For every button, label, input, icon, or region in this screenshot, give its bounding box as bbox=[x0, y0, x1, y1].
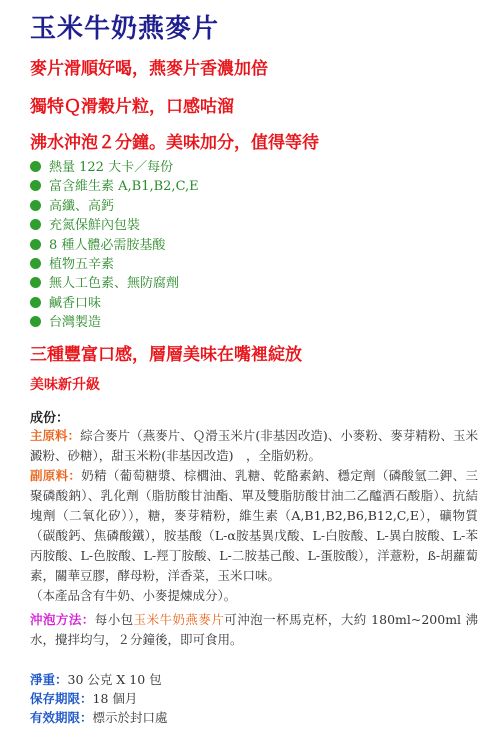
expiry-date-label: 有效期限： bbox=[30, 710, 93, 725]
feature-item: 充氮保鮮內包裝 bbox=[30, 216, 199, 235]
bullet-dot-icon bbox=[30, 277, 41, 288]
method-text: 可沖泡一杯馬克杯，大約 180ml~200ml 沸水，攪拌均勻，２分鐘後，即可食用。 bbox=[30, 612, 478, 647]
headline-three-textures: 三種豐富口感，層層美味在嘴裡綻放 bbox=[30, 345, 302, 365]
main-ingredients-label: 主原料： bbox=[30, 428, 81, 443]
shelf-life-value: 18 個月 bbox=[92, 691, 138, 706]
main-ingredients bbox=[30, 426, 478, 466]
feature-item: 鹹香口味 bbox=[30, 294, 199, 313]
method-product-name: 玉米牛奶燕麥片 bbox=[133, 612, 225, 627]
bullet-dot-icon bbox=[30, 239, 41, 250]
expiry-date-value: 標示於封口處 bbox=[92, 710, 168, 725]
shelf-life bbox=[30, 689, 137, 709]
ingredients-heading: 成份： bbox=[30, 411, 70, 426]
feature-item: 8 種人體必需胺基酸 bbox=[30, 236, 199, 255]
net-weight bbox=[30, 670, 162, 690]
headline-brew: 沸水沖泡２分鐘。美味加分，值得等待 bbox=[30, 133, 319, 153]
feature-item: 無人工色素、無防腐劑 bbox=[30, 274, 199, 293]
bullet-dot-icon bbox=[30, 180, 41, 191]
sub-ingredients-label: 副原料： bbox=[30, 468, 82, 483]
bullet-dot-icon bbox=[30, 297, 41, 308]
bullet-dot-icon bbox=[30, 161, 41, 172]
headline-smooth: 麥片滑順好喝，燕麥片香濃加倍 bbox=[30, 59, 268, 79]
net-weight-value: 30 公克 X 10 包 bbox=[67, 672, 162, 687]
bullet-dot-icon bbox=[30, 316, 41, 327]
bullet-dot-icon bbox=[30, 258, 41, 269]
upgrade-title: 美味新升級 bbox=[30, 377, 100, 393]
bullet-dot-icon bbox=[30, 219, 41, 230]
headline-texture: 獨特Ｑ滑穀片粒，口感咕溜 bbox=[30, 97, 234, 117]
main-ingredients-text: 綜合麥片（燕麥片、Ｑ滑玉米片(非基因改造)、小麥粉、麥芽精粉、玉米澱粉、砂糖），甜玉米粉(非基因改造) ，全脂奶粉。 bbox=[30, 428, 478, 463]
feature-item: 植物五辛素 bbox=[30, 255, 199, 274]
method-pre: 每小包 bbox=[94, 612, 134, 627]
feature-item: 高纖、高鈣 bbox=[30, 197, 199, 216]
page-title: 玉米牛奶燕麥片 bbox=[30, 14, 220, 44]
bullet-dot-icon bbox=[30, 200, 41, 211]
preparation-method bbox=[30, 610, 478, 650]
feature-item: 台灣製造 bbox=[30, 313, 199, 332]
method-label: 沖泡方法： bbox=[30, 612, 95, 627]
net-weight-label: 淨重： bbox=[30, 672, 68, 687]
allergen-note: （本產品含有牛奶、小麥提煉成分）。 bbox=[30, 588, 237, 603]
feature-item: 富含維生素 A,B1,B2,C,E bbox=[30, 177, 199, 196]
feature-item: 熱量 122 大卡／每份 bbox=[30, 158, 199, 177]
sub-ingredients bbox=[30, 466, 478, 606]
feature-list bbox=[30, 158, 199, 333]
sub-ingredients-text: 奶精（葡萄糖漿、棕櫚油、乳糖、乾酪素鈉、穩定劑（磷酸氫二鉀、三聚磷酸鈉）、乳化劑（脂肪酸甘油酯、單及雙脂肪酸甘油二乙醯酒石酸脂）、抗結塊劑（二氧化矽）），糖，麥芽精粉，維生素（A,B1,B2,B6,B12,C,E），礦物質（碳酸鈣、焦磷酸鐵），胺基酸（L-α胺基異戊酸、L-白胺酸、L-異白胺酸、L-苯丙胺酸、L-色胺酸、L-羥丁胺酸、L-二胺基己酸、L-蛋胺酸），洋薏粉，ß-胡蘿蔔素，關華豆膠，酵母粉，洋香菜，玉米口味。 bbox=[30, 468, 478, 583]
shelf-life-label: 保存期限： bbox=[30, 691, 93, 706]
expiry-date bbox=[30, 708, 168, 728]
